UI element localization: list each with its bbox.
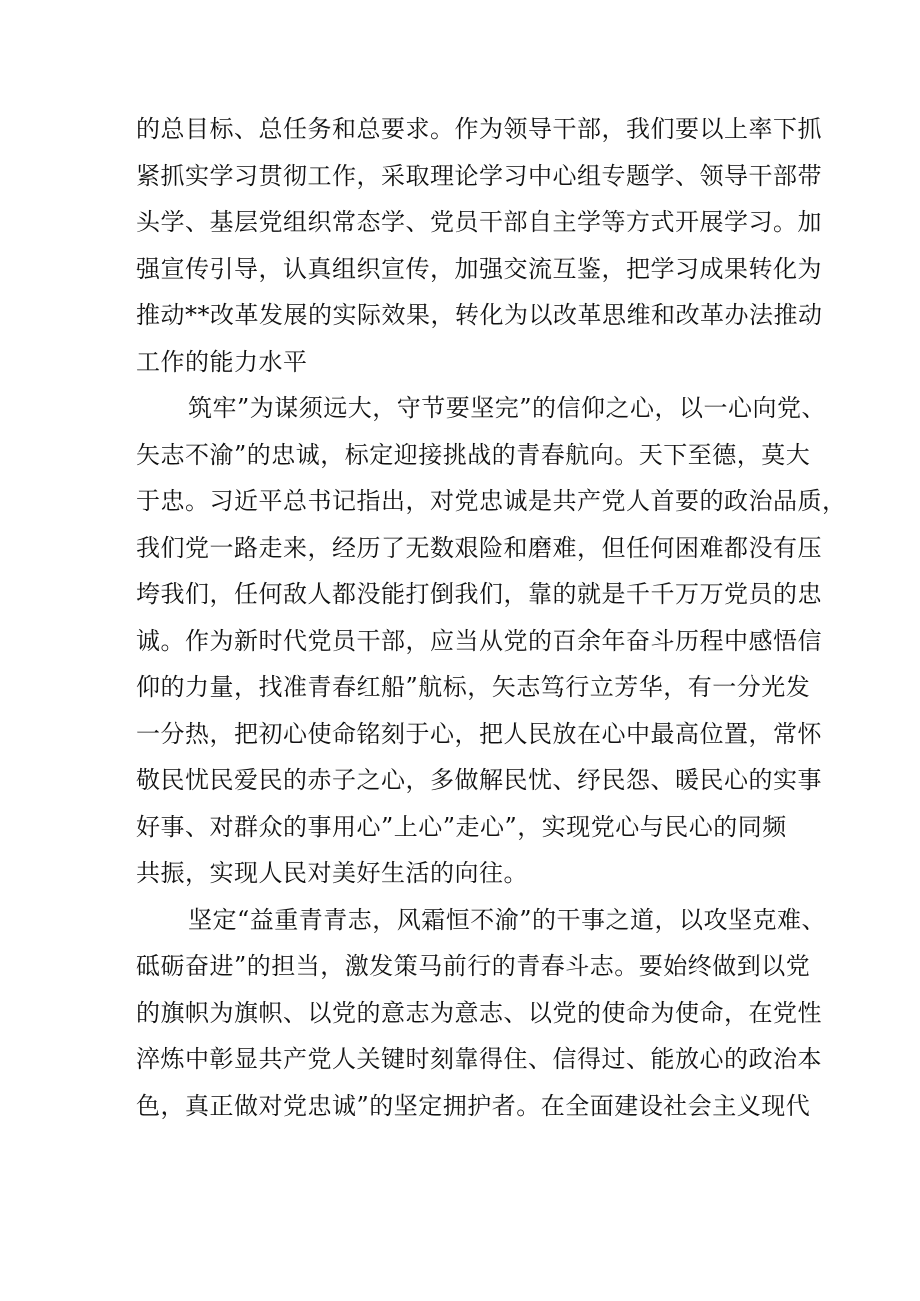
paragraph-1 (136, 106, 823, 385)
text-line: 坚定“益重青青志，风霜恒不渝”的干事之道，以攻坚克难、 (188, 905, 827, 934)
text-line: 工作的能力水平 (136, 347, 308, 376)
text-line: 我们党一路走来，经历了无数艰险和磨难，但任何困难都没有压 (136, 533, 822, 562)
text-line: 一分热，把初心使命铭刻于心，把人民放在心中最高位置，常怀 (136, 719, 822, 748)
text-line: 共振，实现人民对美好生活的向往。 (136, 859, 528, 887)
paragraph-3 (136, 897, 827, 1130)
text-line: 筑牢”为谋须远大，守节要坚完”的信仰之心，以一心向党、 (188, 394, 827, 422)
text-line: 的旗帜为旗帜、以党的意志为意志、以党的使命为使命，在党性 (136, 998, 822, 1027)
text-line: 矢志不渝”的忠诚，标定迎接挑战的青春航向。天下至德，莫大 (136, 440, 811, 469)
text-line: 于忠。习近平总书记指出，对党忠诚是共产党人首要的政治品质， (136, 487, 847, 515)
text-line: 强宣传引导，认真组织宣传，加强交流互鉴，把学习成果转化为 (136, 254, 822, 283)
text-line: 推动**改革发展的实际效果，转化为以改革思维和改革办法推动 (136, 301, 823, 329)
text-line: 好事、对群众的事用心”上心”走心”，实现党心与民心的同频 (136, 812, 787, 841)
body-text (136, 106, 847, 1129)
text-line: 垮我们，任何敌人都没能打倒我们，靠的就是千千万万党员的忠 (136, 580, 822, 608)
text-line: 敬民忧民爱民的赤子之心，多做解民忧、纾民怨、暖民心的实事 (136, 766, 822, 794)
paragraph-2 (136, 385, 847, 897)
text-line: 色，真正做对党忠诚”的坚定拥护者。在全面建设社会主义现代 (136, 1091, 811, 1120)
text-line: 紧抓实学习贯彻工作，采取理论学习中心组专题学、领导干部带 (136, 161, 822, 190)
text-line: 仰的力量，找准青春红船”航标，矢志笃行立芳华，有一分光发 (136, 673, 811, 701)
text-line: 诚。作为新时代党员干部，应当从党的百余年奋斗历程中感悟信 (136, 626, 822, 655)
text-line: 的总目标、总任务和总要求。作为领导干部，我们要以上率下抓 (136, 115, 822, 143)
text-line: 砥砺奋进”的担当，激发策马前行的青春斗志。要始终做到以党 (136, 952, 811, 980)
text-line: 淬炼中彰显共产党人关键时刻靠得住、信得过、能放心的政治本 (136, 1045, 822, 1073)
text-line: 头学、基层党组织常态学、党员干部自主学等方式开展学习。加 (136, 208, 822, 236)
